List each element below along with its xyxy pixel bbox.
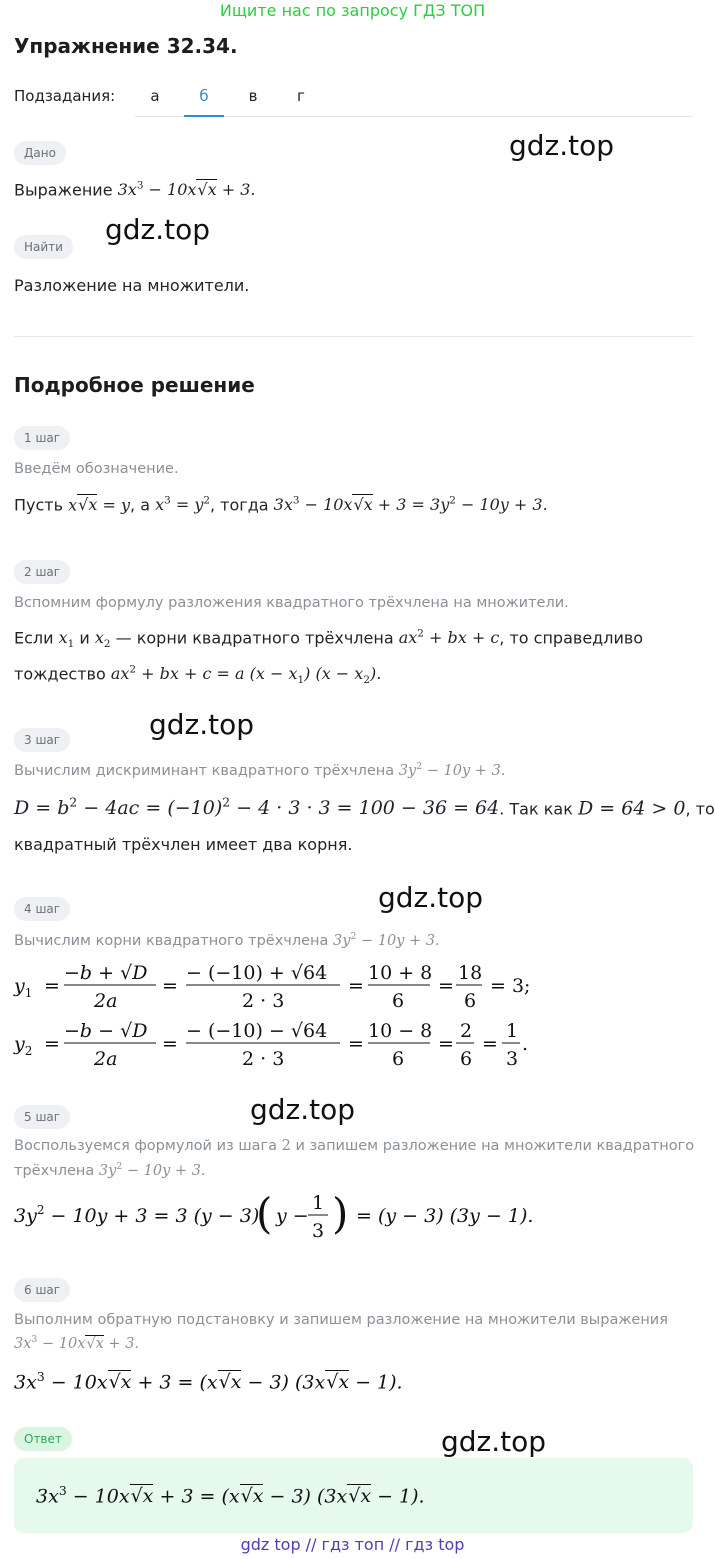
svg-text:= 3;: = 3; bbox=[490, 975, 531, 997]
step2-if: Если bbox=[14, 628, 54, 648]
step3-then: , то bbox=[685, 799, 715, 819]
step4-hint-math: $3y^2 - 10y + 3$. bbox=[333, 931, 440, 949]
step5-step-number: 2 bbox=[281, 1138, 291, 1154]
svg-text:(: ( bbox=[256, 1189, 273, 1238]
svg-text:=: = bbox=[162, 1033, 178, 1055]
divider bbox=[14, 336, 693, 337]
svg-text:− (−10) − √64: − (−10) − √64 bbox=[186, 1020, 328, 1042]
step6-chip: 6 шаг bbox=[14, 1278, 70, 1302]
svg-text:): ) bbox=[332, 1189, 349, 1238]
svg-text:3y2 − 10y + 3 = 3 (y − 3): $3y^2 - 10y + 3 = 3$ (y − 3) bbox=[14, 1203, 260, 1227]
step1-label2: , а bbox=[130, 495, 150, 515]
step1-text bbox=[14, 495, 548, 514]
step2-and: и bbox=[79, 628, 90, 648]
svg-text:=: = bbox=[482, 1033, 498, 1055]
tab-v[interactable]: в bbox=[248, 87, 258, 105]
step3-hint bbox=[14, 761, 505, 779]
svg-text:y −: y − bbox=[276, 1205, 309, 1227]
step4-hint-text: Вычислим корни квадратного трёхчлена bbox=[14, 932, 329, 949]
step5-hint-text3: трёхчлена bbox=[14, 1162, 95, 1179]
svg-text:− (−10) + √64: − (−10) + √64 bbox=[186, 962, 328, 984]
svg-text:=: = bbox=[348, 975, 364, 997]
step1-math-a: x√x = y bbox=[68, 495, 131, 515]
watermark: gdz.top bbox=[105, 213, 211, 246]
step2-line1 bbox=[14, 628, 643, 651]
step2-x2: $x_2$ bbox=[94, 628, 111, 651]
tab-b[interactable]: б bbox=[184, 87, 224, 117]
svg-text:3: 3 bbox=[312, 1220, 325, 1242]
svg-text:1: 1 bbox=[312, 1192, 325, 1214]
svg-text:=: = bbox=[44, 1033, 60, 1055]
find-text: Разложение на множители. bbox=[14, 276, 250, 295]
svg-text:2a: 2a bbox=[94, 990, 118, 1012]
step1-label3: , тогда bbox=[210, 495, 269, 515]
step6-hint-math: $3x^3 - 10x√x + 3$. bbox=[14, 1334, 140, 1352]
svg-text:=: = bbox=[438, 1033, 454, 1055]
svg-text:−b − √D: −b − √D bbox=[64, 1020, 148, 1042]
step1-math-b: $x^3 = y^2$ bbox=[155, 495, 210, 515]
svg-text:6: 6 bbox=[464, 990, 477, 1012]
svg-text:3: 3 bbox=[506, 1048, 519, 1070]
svg-text:1: 1 bbox=[506, 1020, 519, 1042]
step2-trinomial: $ax^2$ + bx + c bbox=[398, 628, 500, 648]
answer-box bbox=[14, 1458, 693, 1533]
step3-hint-math: $3y^2 - 10y + 3$. bbox=[398, 761, 506, 779]
step4-hint bbox=[14, 931, 440, 949]
tab-g[interactable]: г bbox=[297, 87, 305, 105]
step2-roots: — корни квадратного трёхчлена bbox=[115, 628, 394, 648]
watermark: gdz.top bbox=[378, 881, 484, 914]
answer-chip: Ответ bbox=[14, 1427, 72, 1451]
step2-identity: тождество bbox=[14, 664, 106, 684]
page-title: Упражнение 32.34. bbox=[14, 34, 238, 58]
step3-line2: квадратный трёхчлен имеет два корня. bbox=[14, 835, 353, 854]
step5-hint2 bbox=[14, 1161, 206, 1179]
step2-line2 bbox=[14, 664, 381, 687]
watermark: gdz.top bbox=[509, 129, 615, 162]
svg-text:=: = bbox=[44, 975, 60, 997]
step5-hint1 bbox=[14, 1138, 694, 1154]
step2-hint: Вспомним формулу разложения квадратного трёхчлена на множители. bbox=[14, 595, 569, 611]
answer-result: $3x^3 - 10x√x + 3 = (x√x - 3) (3x√x - 1)$. bbox=[36, 1484, 425, 1508]
svg-text:6: 6 bbox=[460, 1048, 473, 1070]
step5-hint-math: $3y^2 - 10y + 3$. bbox=[98, 1161, 206, 1179]
step2-x1: $x_1$ bbox=[58, 628, 75, 651]
step6-result: $3x^3 - 10x√x + 3 = (x√x - 3) (3x√x - 1)$. bbox=[14, 1370, 403, 1394]
watermark: gdz.top bbox=[149, 708, 255, 741]
tab-a[interactable]: а bbox=[150, 87, 160, 105]
promo-banner: Ищите нас по запросу ГДЗ ТОП bbox=[219, 1, 486, 20]
watermark: gdz.top bbox=[250, 1093, 356, 1126]
svg-text:=: = bbox=[438, 975, 454, 997]
footer-links[interactable]: gdz top // гдз топ // гдз top bbox=[240, 1535, 465, 1554]
svg-text:−b + √D: −b + √D bbox=[64, 962, 148, 984]
step5-chip: 5 шаг bbox=[14, 1105, 70, 1129]
step6-hint: Выполним обратную подстановку и запишем разложение на множители выражения bbox=[14, 1312, 668, 1328]
step2-chip: 2 шаг bbox=[14, 560, 70, 584]
svg-text:=: = bbox=[162, 975, 178, 997]
given-text bbox=[14, 180, 255, 199]
solution-title: Подробное решение bbox=[14, 373, 255, 397]
step1-hint: Введём обозначение. bbox=[14, 461, 179, 477]
svg-text:6: 6 bbox=[392, 990, 405, 1012]
step5-hint-text2: и запишем разложение на множители квадратного bbox=[295, 1138, 695, 1154]
step3-positive: D = 64 > 0 bbox=[577, 797, 686, 820]
step3-discriminant: $D = b^2 - 4ac = (-10)^2 - 4 \cdot 3 \cdot 3 = 100 - 36 = 64$ bbox=[14, 796, 500, 820]
svg-text:6: 6 bbox=[392, 1048, 405, 1070]
subtask-tabs bbox=[135, 80, 693, 117]
svg-text:2a: 2a bbox=[94, 1048, 118, 1070]
subtasks-label: Подзадания: bbox=[14, 87, 116, 105]
step2-true: , то справедливо bbox=[499, 628, 644, 648]
svg-text:2: 2 bbox=[460, 1020, 473, 1042]
step5-hint-text: Воспользуемся формулой из шага bbox=[14, 1138, 277, 1154]
step1-chip: 1 шаг bbox=[14, 426, 70, 450]
step4-roots-formula bbox=[10, 955, 570, 1075]
svg-text:18: 18 bbox=[458, 962, 483, 984]
svg-text:10 − 8: 10 − 8 bbox=[368, 1020, 433, 1042]
step1-label: Пусть bbox=[14, 495, 64, 515]
svg-text:10 + 8: 10 + 8 bbox=[368, 962, 433, 984]
find-chip: Найти bbox=[14, 235, 73, 259]
svg-text:.: . bbox=[522, 1033, 529, 1055]
given-chip: Дано bbox=[14, 141, 66, 165]
step3-since: . Так как bbox=[499, 799, 573, 819]
step3-line1 bbox=[14, 796, 715, 819]
given-expression: $3x^3 - 10x√x + 3$. bbox=[117, 180, 256, 200]
step5-factorization bbox=[10, 1180, 550, 1250]
watermark: gdz.top bbox=[441, 1425, 547, 1458]
svg-text:2 · 3: 2 · 3 bbox=[242, 990, 285, 1012]
step1-math-c: $3x^3 - 10x√x + 3 = 3y^2 - 10y + 3$. bbox=[273, 495, 548, 515]
svg-text:= (y − 3) (3y − 1).: = (y − 3) (3y − 1). bbox=[356, 1205, 534, 1227]
svg-text:=: = bbox=[348, 1033, 364, 1055]
step4-chip: 4 шаг bbox=[14, 897, 70, 921]
step3-hint-text: Вычислим дискриминант квадратного трёхчлена bbox=[14, 762, 395, 779]
svg-text:y1: $y_1$ bbox=[14, 975, 33, 1000]
given-label: Выражение bbox=[14, 180, 113, 200]
svg-text:2 · 3: 2 · 3 bbox=[242, 1048, 285, 1070]
step2-formula: $ax^2$ + bx + c = a $(x - x_1)$ $(x - x_2)$. bbox=[110, 664, 382, 687]
step3-chip: 3 шаг bbox=[14, 728, 70, 752]
svg-text:y2: $y_2$ bbox=[14, 1033, 33, 1058]
